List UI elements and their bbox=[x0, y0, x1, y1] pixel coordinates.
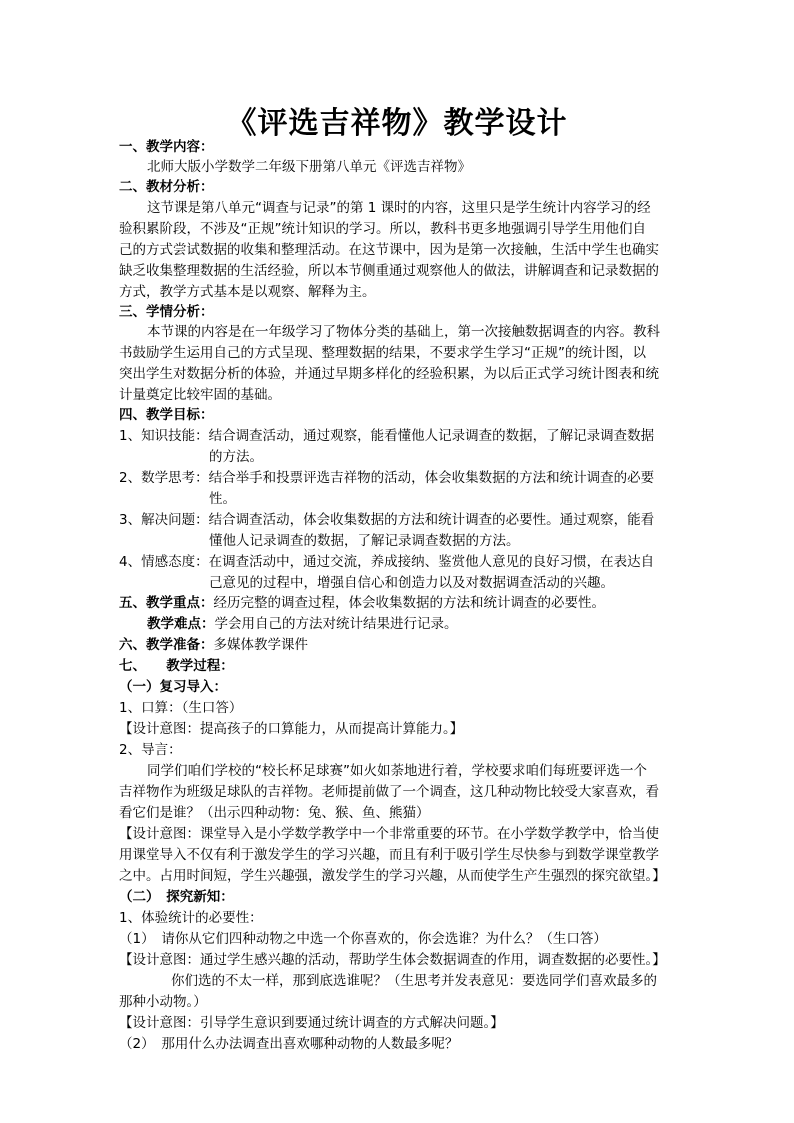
section-7-heading: 七、 教学过程： bbox=[119, 658, 234, 674]
question-continuation: 你们选的不太一样，那到底选谁呢？（生思考并发表意见：要选同学们喜欢最多的 bbox=[171, 973, 657, 989]
design-intent: 用课堂导入不仅有利于激发学生的学习兴趣，而且有利于吸引学生尽快参与到数学课堂教学 bbox=[119, 847, 659, 863]
objective-continuation: 的方法。 bbox=[209, 449, 263, 465]
objective-label: 4、情感态度： bbox=[119, 554, 209, 570]
section-6-row bbox=[119, 635, 679, 656]
design-intent: 【设计意图：提高孩子的口算能力，从而提高计算能力。】 bbox=[119, 721, 464, 737]
part-2-heading: （二） 探究新知： bbox=[119, 889, 234, 905]
section-3-line: 书鼓励学生运用自己的方式呈现、整理数据的结果，不要求学生学习“正规”的统计图，以 bbox=[119, 345, 646, 361]
objective-label: 1、知识技能： bbox=[119, 428, 209, 444]
objective-item bbox=[119, 552, 679, 573]
objective-text: 结合举手和投票评选吉祥物的活动，体会收集数据的方法和统计调查的必要 bbox=[208, 470, 655, 486]
section-2-line: 己的方式尝试数据的收集和整理活动。在这节课中，因为是第一次接触，生活中学生也确实 bbox=[119, 242, 659, 258]
intro-line: 吉祥物作为班级足球队的吉祥物。老师提前做了一个调查，这几种动物比较受大家喜欢，看 bbox=[119, 784, 659, 800]
part-2-item: 1、体验统计的必要性： bbox=[119, 910, 263, 926]
intro-line: 看它们是谁？（出示四种动物：兔、猴、鱼、熊猫） bbox=[119, 805, 430, 821]
objective-continuation: 性。 bbox=[209, 491, 236, 507]
difficulty-label: 教学难点： bbox=[147, 616, 215, 632]
section-5-row bbox=[119, 593, 679, 614]
document-title: 《评选吉祥物》教学设计 bbox=[226, 106, 568, 141]
section-3-heading: 三、学情分析： bbox=[119, 304, 214, 320]
objective-label: 3、解决问题： bbox=[119, 512, 209, 528]
objective-item bbox=[119, 510, 679, 531]
section-3-line: 突出学生对数据分析的体验，并通过早期多样化的经验积累，为以后正式学习统计图表和统 bbox=[119, 366, 659, 382]
part-1-item: 2、导言： bbox=[119, 742, 182, 758]
question: （2） 那用什么办法调查出喜欢哪种动物的人数最多呢？ bbox=[119, 1036, 459, 1052]
section-5-heading: 五、教学重点： bbox=[119, 595, 214, 611]
objective-item bbox=[119, 426, 679, 447]
section-2-heading: 二、教材分析： bbox=[119, 179, 214, 195]
section-1-heading: 一、教学内容： bbox=[119, 139, 214, 155]
objective-text: 在调查活动中，通过交流，养成接纳、鉴赏他人意见的良好习惯，在表达自 bbox=[208, 554, 655, 570]
design-intent: 【设计意图：课堂导入是小学数学教学中一个非常重要的环节。在小学数学教学中，恰当使 bbox=[119, 826, 659, 842]
objective-item bbox=[119, 468, 679, 489]
section-6-heading: 六、教学准备： bbox=[119, 637, 214, 653]
section-2-line: 这节课是第八单元“调查与记录”的第 1 课时的内容，这里只是学生统计内容学习的经 bbox=[147, 200, 651, 216]
question-continuation: 那种小动物。） bbox=[119, 994, 207, 1010]
section-1-text: 北师大版小学数学二年级下册第八单元《评选吉祥物》 bbox=[147, 159, 471, 175]
objective-continuation: 己意见的过程中，增强自信心和创造力以及对数据调查活动的兴趣。 bbox=[209, 575, 614, 591]
part-1-heading: （一）复习导入： bbox=[119, 679, 227, 695]
section-4-heading: 四、教学目标： bbox=[119, 407, 214, 423]
objective-text: 结合调查活动，通过观察，能看懂他人记录调查的数据，了解记录调查数据 bbox=[208, 428, 655, 444]
part-1-item: 1、口算：（生口答） bbox=[119, 700, 243, 716]
design-intent: 之中。占用时间短，学生兴趣强，激发学生的学习兴趣，从而使学生产生强烈的探究欲望。】 bbox=[119, 868, 666, 884]
design-intent: 【设计意图：引导学生意识到要通过统计调查的方式解决问题。】 bbox=[119, 1015, 504, 1031]
question: （1） 请你从它们四种动物之中选一个你喜欢的，你会选谁？为什么？（生口答） bbox=[119, 931, 607, 947]
section-3-line: 计量奠定比较牢固的基础。 bbox=[119, 387, 281, 403]
objective-continuation: 懂他人记录调查的数据，了解记录调查数据的方法。 bbox=[209, 533, 520, 549]
objective-label: 2、数学思考： bbox=[119, 470, 209, 486]
section-6-text: 多媒体教学课件 bbox=[213, 637, 308, 653]
difficulty-row bbox=[147, 614, 707, 635]
difficulty-text: 学会用自己的方法对统计结果进行记录。 bbox=[214, 616, 458, 632]
section-2-line: 方式，教学方式基本是以观察、解释为主。 bbox=[119, 284, 376, 300]
section-2-line: 验积累阶段，不涉及“正规”统计知识的学习。所以，教科书更多地强调引导学生用他们自 bbox=[119, 221, 646, 237]
section-5-text: 经历完整的调查过程，体会收集数据的方法和统计调查的必要性。 bbox=[213, 595, 605, 611]
section-2-line: 缺乏收集整理数据的生活经验，所以本节侧重通过观察他人的做法，讲解调查和记录数据的 bbox=[119, 263, 659, 279]
intro-line: 同学们咱们学校的“校长杯足球赛”如火如荼地进行着，学校要求咱们每班要评选一个 bbox=[147, 763, 647, 779]
section-3-line: 本节课的内容是在一年级学习了物体分类的基础上，第一次接触数据调查的内容。教科 bbox=[147, 324, 660, 340]
design-intent: 【设计意图：通过学生感兴趣的活动，帮助学生体会数据调查的作用，调查数据的必要性。】 bbox=[119, 952, 666, 968]
objective-text: 结合调查活动，体会收集数据的方法和统计调查的必要性。通过观察，能看 bbox=[208, 512, 655, 528]
